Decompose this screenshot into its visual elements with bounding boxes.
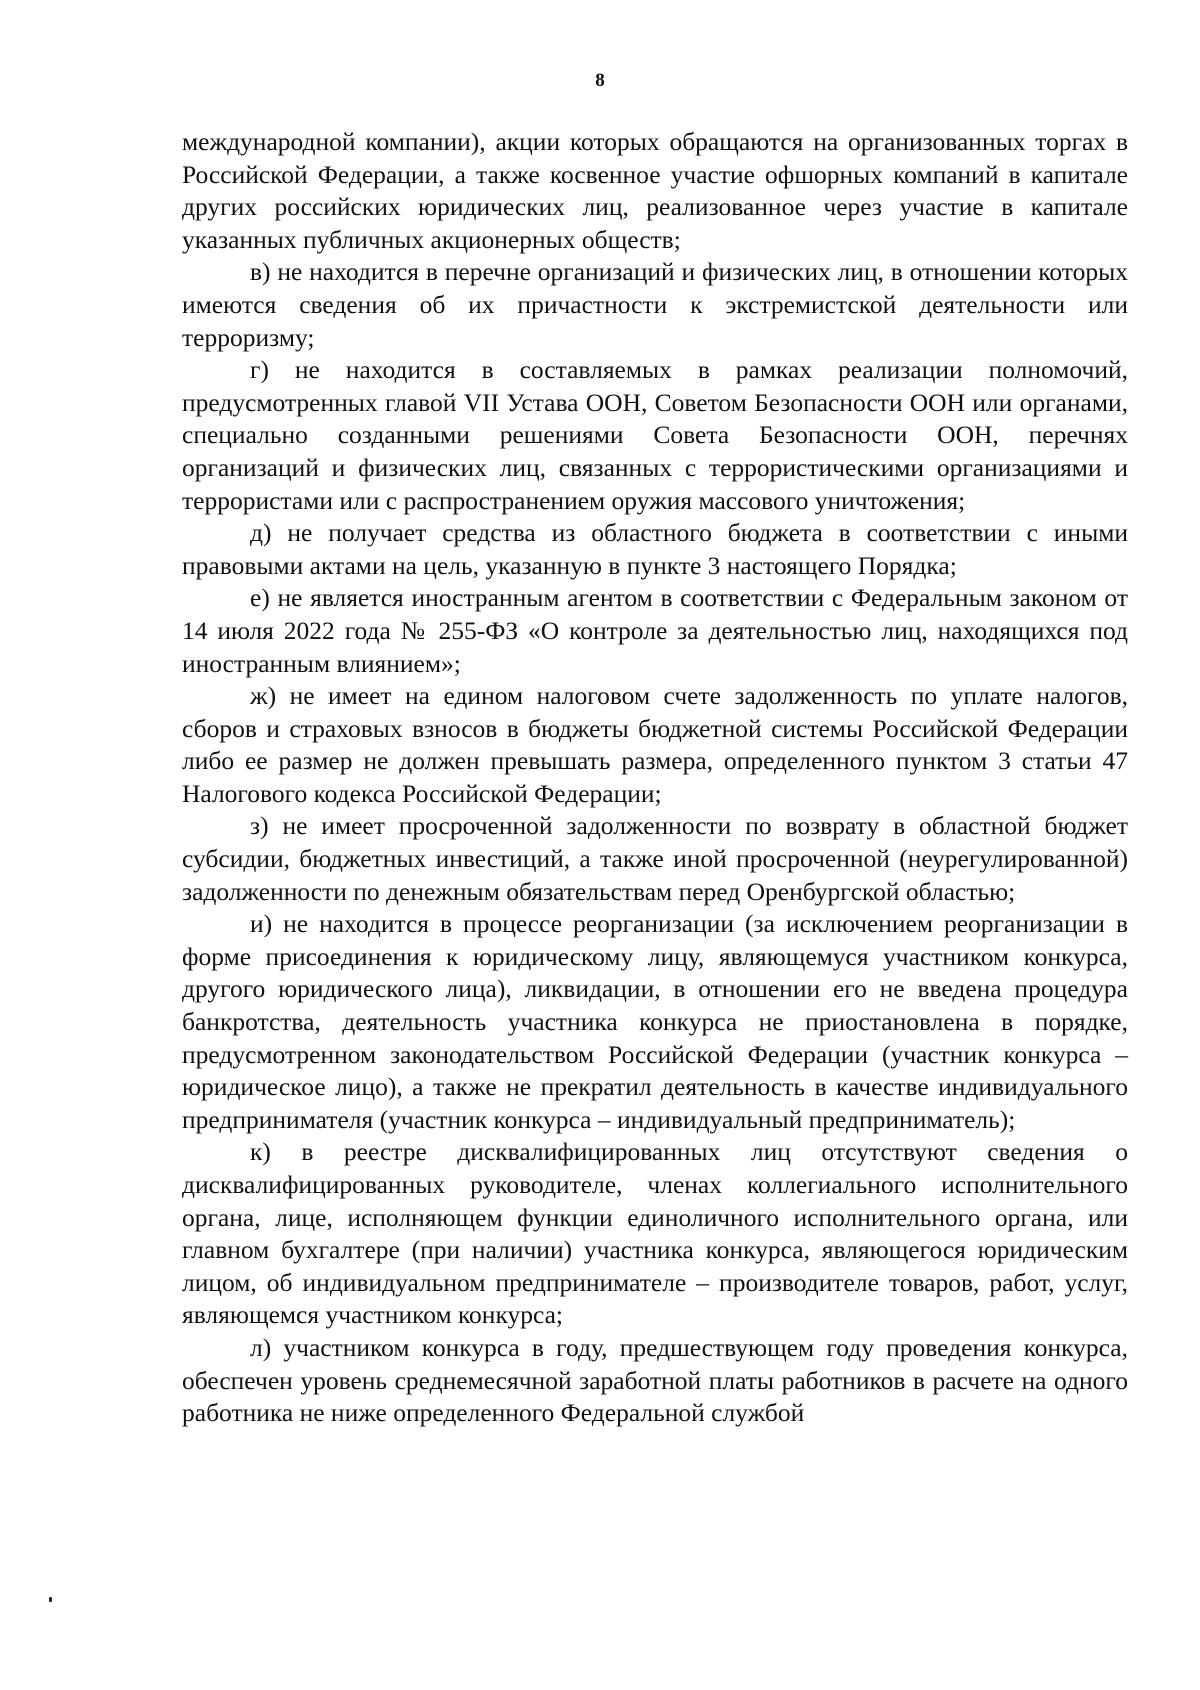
paragraph-item-k: к) в реестре дисквалифицированных лиц отсутствуют сведения о дисквалифицированных руководителе, членах коллегиального исполнительного органа, лице, исполняющем функции единоличного исполнительного органа, или главном бухгалтере (при наличии) участника конкурса, являющегося юридическим лицом, об индивидуальном предпринимателе – производителе товаров, работ, услуг, являющемся участником конкурса; bbox=[182, 1137, 1128, 1330]
paragraph-continuation: международной компании), акции которых обращаются на организованных торгах в Российской Федерации, а также косвенное участие офшорных компаний в капитале других российских юридических лиц, реализованное через участие в капитале указанных публичных акционерных обществ; bbox=[182, 127, 1128, 254]
paragraph-item-i: и) не находится в процессе реорганизации (за исключением реорганизации в форме присоединения к юридическому лицу, являющемуся участником конкурса, другого юридического лица), ликвидации, в отношении его не введена процедура банкротства, деятельность участника конкурса не приостановлена в порядке, предусмотренном законодательством Российской Федерации (участник конкурса – юридическое лицо), а также не прекратил деятельность в качестве индивидуального предпринимателя (участник конкурса – индивидуальный предприниматель); bbox=[182, 909, 1128, 1134]
paragraph-item-z: з) не имеет просроченной задолженности по возврату в областной бюджет субсидии, бюджетных инвестиций, а также иной просроченной (неурегулированной) задолженности по денежным обязательствам перед Оренбургской областью; bbox=[182, 811, 1128, 906]
paragraph-item-g: г) не находится в составляемых в рамках реализации полномочий, предусмотренных главой VII Устава ООН, Советом Безопасности ООН или органами, специально созданными решениями Совета Безопасности ООН, перечнях организаций и физических лиц, связанных с террористическими организациями и террористами или с распространением оружия массового уничтожения; bbox=[182, 355, 1128, 515]
paragraph-item-zh: ж) не имеет на едином налоговом счете задолженность по уплате налогов, сборов и страховых взносов в бюджеты бюджетной системы Российской Федерации либо ее размер не должен превышать размера, определенного пунктом 3 статьи 47 Налогового кодекса Российской Федерации; bbox=[182, 681, 1128, 808]
paragraph-item-v: в) не находится в перечне организаций и физических лиц, в отношении которых имеются сведения об их причастности к экстремистской деятельности или терроризму; bbox=[182, 257, 1128, 352]
paragraph-item-d: д) не получает средства из областного бюджета в соответствии с иными правовыми актами на цель, указанную в пункте 3 настоящего Порядка; bbox=[182, 518, 1128, 580]
page-number: 8 bbox=[595, 70, 605, 91]
scan-speck bbox=[49, 1597, 52, 1602]
paragraph-item-e: е) не является иностранным агентом в соответствии с Федеральным законом от 14 июля 2022 года № 255-ФЗ «О контроле за деятельностью лиц, находящихся под иностранным влиянием»; bbox=[182, 583, 1128, 678]
document-body bbox=[182, 126, 1128, 1430]
paragraph-item-l: л) участником конкурса в году, предшествующем году проведения конкурса, обеспечен уровень среднемесячной заработной платы работников в расчете на одного работника не ниже определенного Федеральной службой bbox=[182, 1332, 1128, 1428]
